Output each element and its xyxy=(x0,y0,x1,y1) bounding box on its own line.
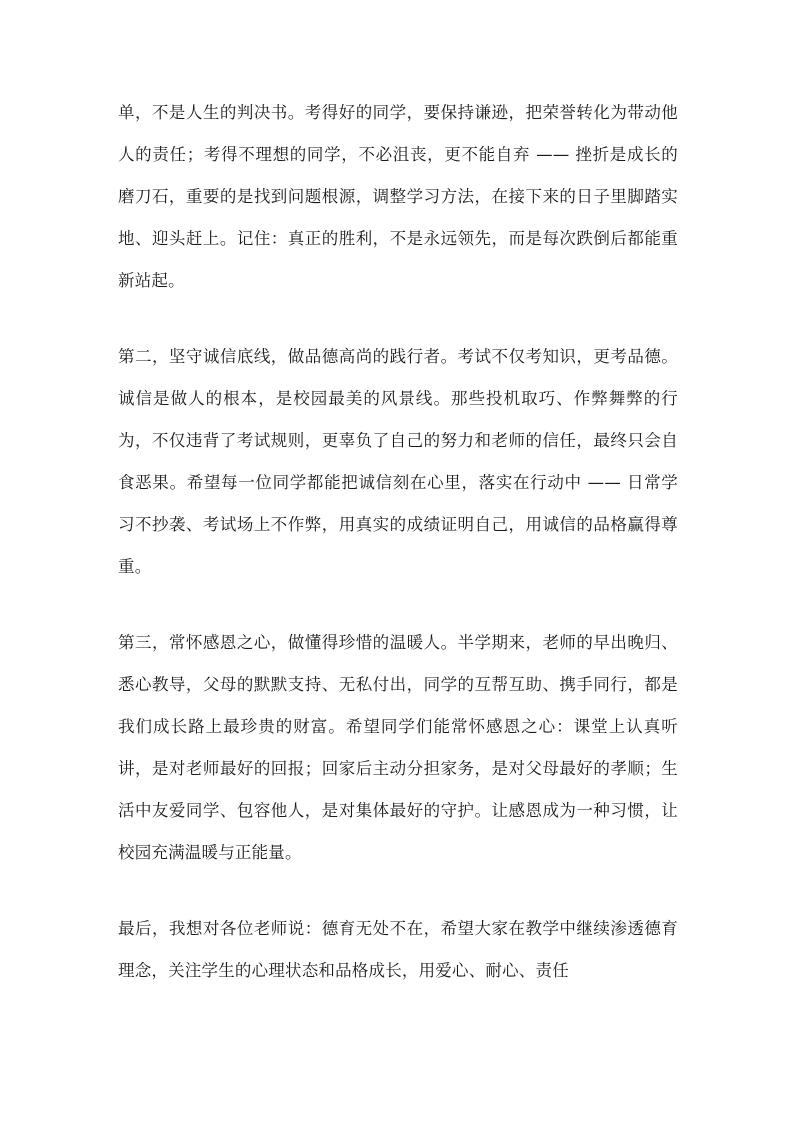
paragraph-2: 第二，坚守诚信底线，做品德高尚的践行者。考试不仅考知识，更考品德。诚信是做人的根本，是校园最美的风景线。那些投机取巧、作弊舞弊的行为，不仅违背了考试规则，更辜负了自己的努力和老师的信任，最终只会自食恶果。希望每一位同学都能把诚信刻在心里，落实在行动中 —— 日常学习不抄袭、考试场上不作弊，用真实的成绩证明自己，用诚信的品格赢得尊重。 xyxy=(118,347,678,576)
document-body xyxy=(118,92,678,992)
paragraph-4: 最后，我想对各位老师说：德育无处不在，希望大家在教学中继续渗透德育理念，关注学生的心理状态和品格成长，用爱心、耐心、责任 xyxy=(118,919,678,980)
paragraph-1: 单，不是人生的判决书。考得好的同学，要保持谦逊，把荣誉转化为带动他人的责任；考得不理想的同学，不必沮丧，更不能自弃 —— 挫折是成长的磨刀石，重要的是找到问题根源，调整学习方法，在接下来的日子里脚踏实地、迎头赶上。记住：真正的胜利，不是永远领先，而是每次跌倒后都能重新站起。 xyxy=(118,103,678,290)
paragraph-3: 第三，常怀感恩之心，做懂得珍惜的温暖人。半学期来，老师的早出晚归、悉心教导，父母的默默支持、无私付出，同学的互帮互助、携手同行，都是我们成长路上最珍贵的财富。希望同学们能常怀感恩之心：课堂上认真听讲，是对老师最好的回报；回家后主动分担家务，是对父母最好的孝顺；生活中友爱同学、包容他人，是对集体最好的守护。让感恩成为一种习惯，让校园充满温暖与正能量。 xyxy=(118,633,678,862)
